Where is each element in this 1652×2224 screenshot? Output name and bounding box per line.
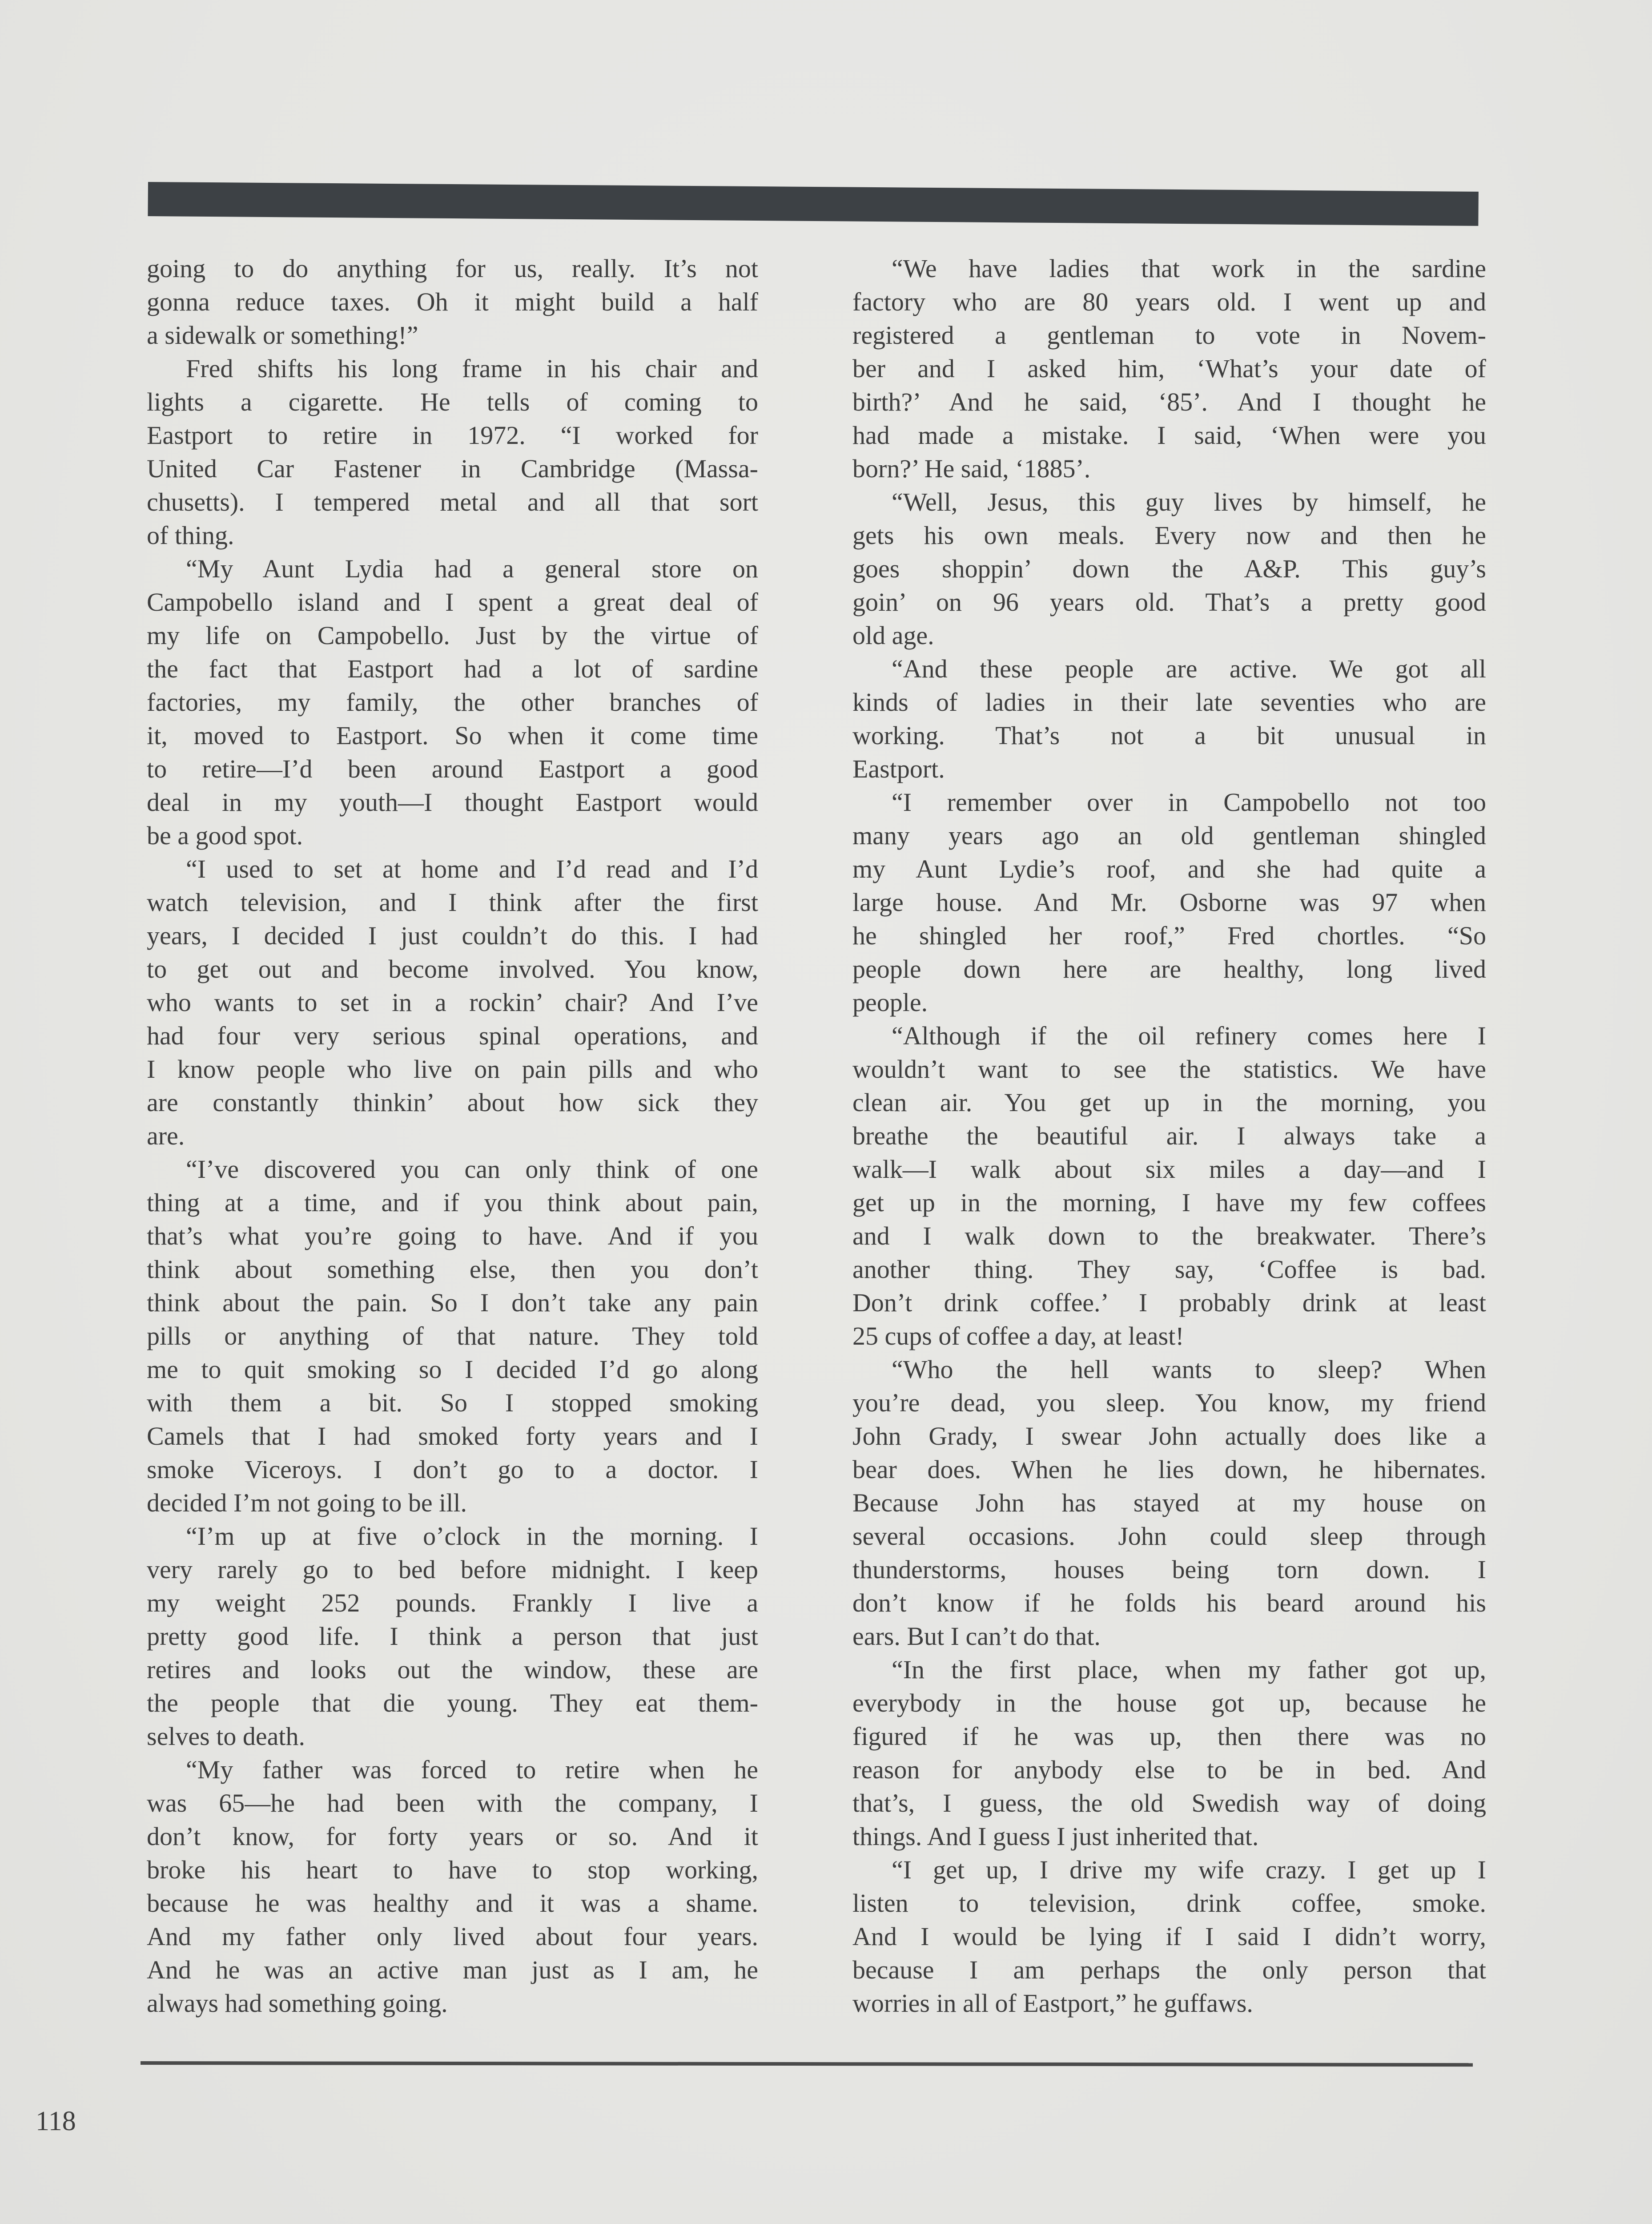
text-line: goes shoppin’ down the A&P. This guy’s bbox=[852, 554, 1486, 583]
text-line: years, I decided I just couldn’t do this. I had bbox=[147, 921, 758, 950]
text-line: everybody in the house got up, because he bbox=[852, 1688, 1486, 1717]
text-line: that’s, I guess, the old Swedish way of doing bbox=[852, 1789, 1486, 1817]
text-line: he shingled her roof,” Fred chortles. “So bbox=[852, 921, 1486, 950]
text-line: my Aunt Lydie’s roof, and she had quite a bbox=[852, 854, 1486, 883]
text-line: thing at a time, and if you think about pain, bbox=[147, 1188, 758, 1217]
text-line: Fred shifts his long frame in his chair and bbox=[186, 354, 758, 383]
text-line: old age. bbox=[852, 621, 934, 650]
text-line: clean air. You get up in the morning, you bbox=[852, 1088, 1486, 1117]
top-rule-bar bbox=[148, 182, 1478, 226]
text-columns bbox=[147, 252, 1486, 2020]
text-line: broke his heart to have to stop working, bbox=[147, 1855, 758, 1884]
text-line: Camels that I had smoked forty years and I bbox=[147, 1422, 758, 1450]
text-line: I know people who live on pain pills and who bbox=[147, 1055, 758, 1084]
text-line: “I remember over in Campobello not too bbox=[892, 788, 1486, 817]
text-line: registered a gentleman to vote in Novem- bbox=[852, 321, 1486, 350]
text-line: it, moved to Eastport. So when it come time bbox=[147, 721, 758, 750]
text-line: born?’ He said, ‘1885’. bbox=[852, 454, 1091, 483]
text-line: factory who are 80 years old. I went up and bbox=[852, 287, 1486, 316]
text-line: my life on Campobello. Just by the virtue of bbox=[147, 621, 758, 650]
text-line: “I’ve discovered you can only think of one bbox=[186, 1155, 758, 1184]
text-line: figured if he was up, then there was no bbox=[852, 1722, 1486, 1751]
paragraph bbox=[147, 852, 758, 1152]
text-line: ber and I asked him, ‘What’s your date of bbox=[852, 354, 1486, 383]
paragraph bbox=[852, 1353, 1486, 1653]
text-line: that’s what you’re going to have. And if you bbox=[147, 1221, 758, 1250]
paragraph bbox=[852, 786, 1486, 1019]
text-line: deal in my youth—I thought Eastport would bbox=[147, 788, 758, 817]
text-line: are. bbox=[147, 1121, 185, 1150]
text-line: factories, my family, the other branches of bbox=[147, 688, 758, 717]
text-line: who wants to set in a rockin’ chair? And I’ve bbox=[147, 988, 758, 1017]
text-line: many years ago an old gentleman shingled bbox=[852, 821, 1486, 850]
text-line: 25 cups of coffee a day, at least! bbox=[852, 1322, 1184, 1350]
text-line: breathe the beautiful air. I always take a bbox=[852, 1121, 1486, 1150]
paragraph bbox=[852, 1019, 1486, 1353]
paragraph bbox=[852, 485, 1486, 652]
text-line: people down here are healthy, long lived bbox=[852, 955, 1486, 983]
paragraph bbox=[852, 1853, 1486, 2020]
text-line: because he was healthy and it was a shame. bbox=[147, 1889, 758, 1918]
text-line: had four very serious spinal operations, and bbox=[147, 1021, 758, 1050]
paragraph bbox=[852, 652, 1486, 786]
bottom-rule bbox=[141, 2061, 1473, 2067]
text-line: Eastport to retire in 1972. “I worked for bbox=[147, 421, 758, 450]
text-line: gets his own meals. Every now and then he bbox=[852, 521, 1486, 550]
text-line: “We have ladies that work in the sardine bbox=[892, 254, 1486, 283]
text-line: large house. And Mr. Osborne was 97 when bbox=[852, 888, 1486, 917]
text-line: think about something else, then you don’t bbox=[147, 1255, 758, 1284]
text-line: working. That’s not a bit unusual in bbox=[852, 721, 1486, 750]
text-line: the fact that Eastport had a lot of sardine bbox=[147, 654, 758, 683]
text-line: “Although if the oil refinery comes here I bbox=[892, 1021, 1486, 1050]
text-line: was 65—he had been with the company, I bbox=[147, 1789, 758, 1817]
text-line: pretty good life. I think a person that just bbox=[147, 1622, 758, 1651]
text-line: my weight 252 pounds. Frankly I live a bbox=[147, 1588, 758, 1617]
text-line: goin’ on 96 years old. That’s a pretty good bbox=[852, 588, 1486, 616]
text-line: don’t know if he folds his beard around his bbox=[852, 1588, 1486, 1617]
text-line: lights a cigarette. He tells of coming to bbox=[147, 387, 758, 416]
text-line: Eastport. bbox=[852, 754, 945, 783]
text-line: to retire—I’d been around Eastport a good bbox=[147, 754, 758, 783]
text-line: to get out and become involved. You know, bbox=[147, 955, 758, 983]
text-line: things. And I guess I just inherited that. bbox=[852, 1822, 1259, 1851]
text-line: chusetts). I tempered metal and all that sort bbox=[147, 488, 758, 516]
text-line: decided I’m not going to be ill. bbox=[147, 1488, 467, 1517]
text-line: several occasions. John could sleep through bbox=[852, 1522, 1486, 1551]
text-line: United Car Fastener in Cambridge (Massa- bbox=[147, 454, 758, 483]
paragraph bbox=[147, 1152, 758, 1519]
text-line: are constantly thinkin’ about how sick they bbox=[147, 1088, 758, 1117]
text-line: pills or anything of that nature. They told bbox=[147, 1322, 758, 1350]
text-line: worries in all of Eastport,” he guffaws. bbox=[852, 1989, 1253, 2018]
text-line: think about the pain. So I don’t take any pain bbox=[147, 1288, 758, 1317]
text-line: And I would be lying if I said I didn’t worry, bbox=[852, 1922, 1486, 1951]
text-line: me to quit smoking so I decided I’d go along bbox=[147, 1355, 758, 1384]
text-line: retires and looks out the window, these are bbox=[147, 1655, 758, 1684]
text-line: with them a bit. So I stopped smoking bbox=[147, 1388, 758, 1417]
text-line: get up in the morning, I have my few coffees bbox=[852, 1188, 1486, 1217]
text-line: And my father only lived about four years. bbox=[147, 1922, 758, 1951]
text-line: another thing. They say, ‘Coffee is bad. bbox=[852, 1255, 1486, 1284]
text-column-right bbox=[852, 252, 1486, 2020]
text-line: “I get up, I drive my wife crazy. I get up I bbox=[892, 1855, 1486, 1884]
text-line: “Who the hell wants to sleep? When bbox=[892, 1355, 1486, 1384]
text-line: you’re dead, you sleep. You know, my friend bbox=[852, 1388, 1486, 1417]
paragraph bbox=[147, 552, 758, 852]
text-line: always had something going. bbox=[147, 1989, 448, 2018]
text-line: going to do anything for us, really. It’s not bbox=[147, 254, 758, 283]
text-line: because I am perhaps the only person that bbox=[852, 1955, 1486, 1984]
text-line: Because John has stayed at my house on bbox=[852, 1488, 1486, 1517]
text-line: bear does. When he lies down, he hibernates. bbox=[852, 1455, 1486, 1484]
text-line: smoke Viceroys. I don’t go to a doctor. I bbox=[147, 1455, 758, 1484]
text-line: “Well, Jesus, this guy lives by himself, he bbox=[892, 488, 1486, 516]
text-column-left bbox=[147, 252, 758, 2020]
text-line: “My father was forced to retire when he bbox=[186, 1755, 758, 1784]
paragraph bbox=[147, 352, 758, 552]
text-line: don’t know, for forty years or so. And it bbox=[147, 1822, 758, 1851]
text-line: listen to television, drink coffee, smoke. bbox=[852, 1889, 1486, 1918]
text-line: gonna reduce taxes. Oh it might build a half bbox=[147, 287, 758, 316]
paragraph bbox=[147, 1753, 758, 2020]
text-line: the people that die young. They eat them- bbox=[147, 1688, 758, 1717]
text-line: reason for anybody else to be in bed. And bbox=[852, 1755, 1486, 1784]
paragraph bbox=[852, 1653, 1486, 1853]
paragraph bbox=[852, 252, 1486, 485]
text-line: “I used to set at home and I’d read and I’d bbox=[186, 854, 758, 883]
text-line: be a good spot. bbox=[147, 821, 303, 850]
text-line: birth?’ And he said, ‘85’. And I thought he bbox=[852, 387, 1486, 416]
text-line: people. bbox=[852, 988, 928, 1017]
text-line: wouldn’t want to see the statistics. We have bbox=[852, 1055, 1486, 1084]
text-line: And he was an active man just as I am, he bbox=[147, 1955, 758, 1984]
text-line: “And these people are active. We got all bbox=[892, 654, 1486, 683]
text-line: “In the first place, when my father got up, bbox=[892, 1655, 1486, 1684]
text-line: selves to death. bbox=[147, 1722, 305, 1751]
text-line: “I’m up at five o’clock in the morning. I bbox=[186, 1522, 758, 1551]
text-line: Don’t drink coffee.’ I probably drink at least bbox=[852, 1288, 1486, 1317]
text-line: Campobello island and I spent a great deal of bbox=[147, 588, 758, 616]
paragraph bbox=[147, 252, 758, 352]
text-line: walk—I walk about six miles a day—and I bbox=[852, 1155, 1486, 1184]
text-line: watch television, and I think after the first bbox=[147, 888, 758, 917]
text-line: and I walk down to the breakwater. There’s bbox=[852, 1221, 1486, 1250]
text-line: thunderstorms, houses being torn down. I bbox=[852, 1555, 1486, 1584]
text-line: of thing. bbox=[147, 521, 234, 550]
text-line: kinds of ladies in their late seventies who are bbox=[852, 688, 1486, 717]
text-line: a sidewalk or something!” bbox=[147, 321, 418, 350]
text-line: had made a mistake. I said, ‘When were you bbox=[852, 421, 1486, 450]
page-number: 118 bbox=[36, 2106, 76, 2136]
text-line: “My Aunt Lydia had a general store on bbox=[186, 554, 758, 583]
text-line: ears. But I can’t do that. bbox=[852, 1622, 1101, 1651]
paragraph bbox=[147, 1519, 758, 1753]
text-line: John Grady, I swear John actually does like a bbox=[852, 1422, 1486, 1450]
text-line: very rarely go to bed before midnight. I keep bbox=[147, 1555, 758, 1584]
